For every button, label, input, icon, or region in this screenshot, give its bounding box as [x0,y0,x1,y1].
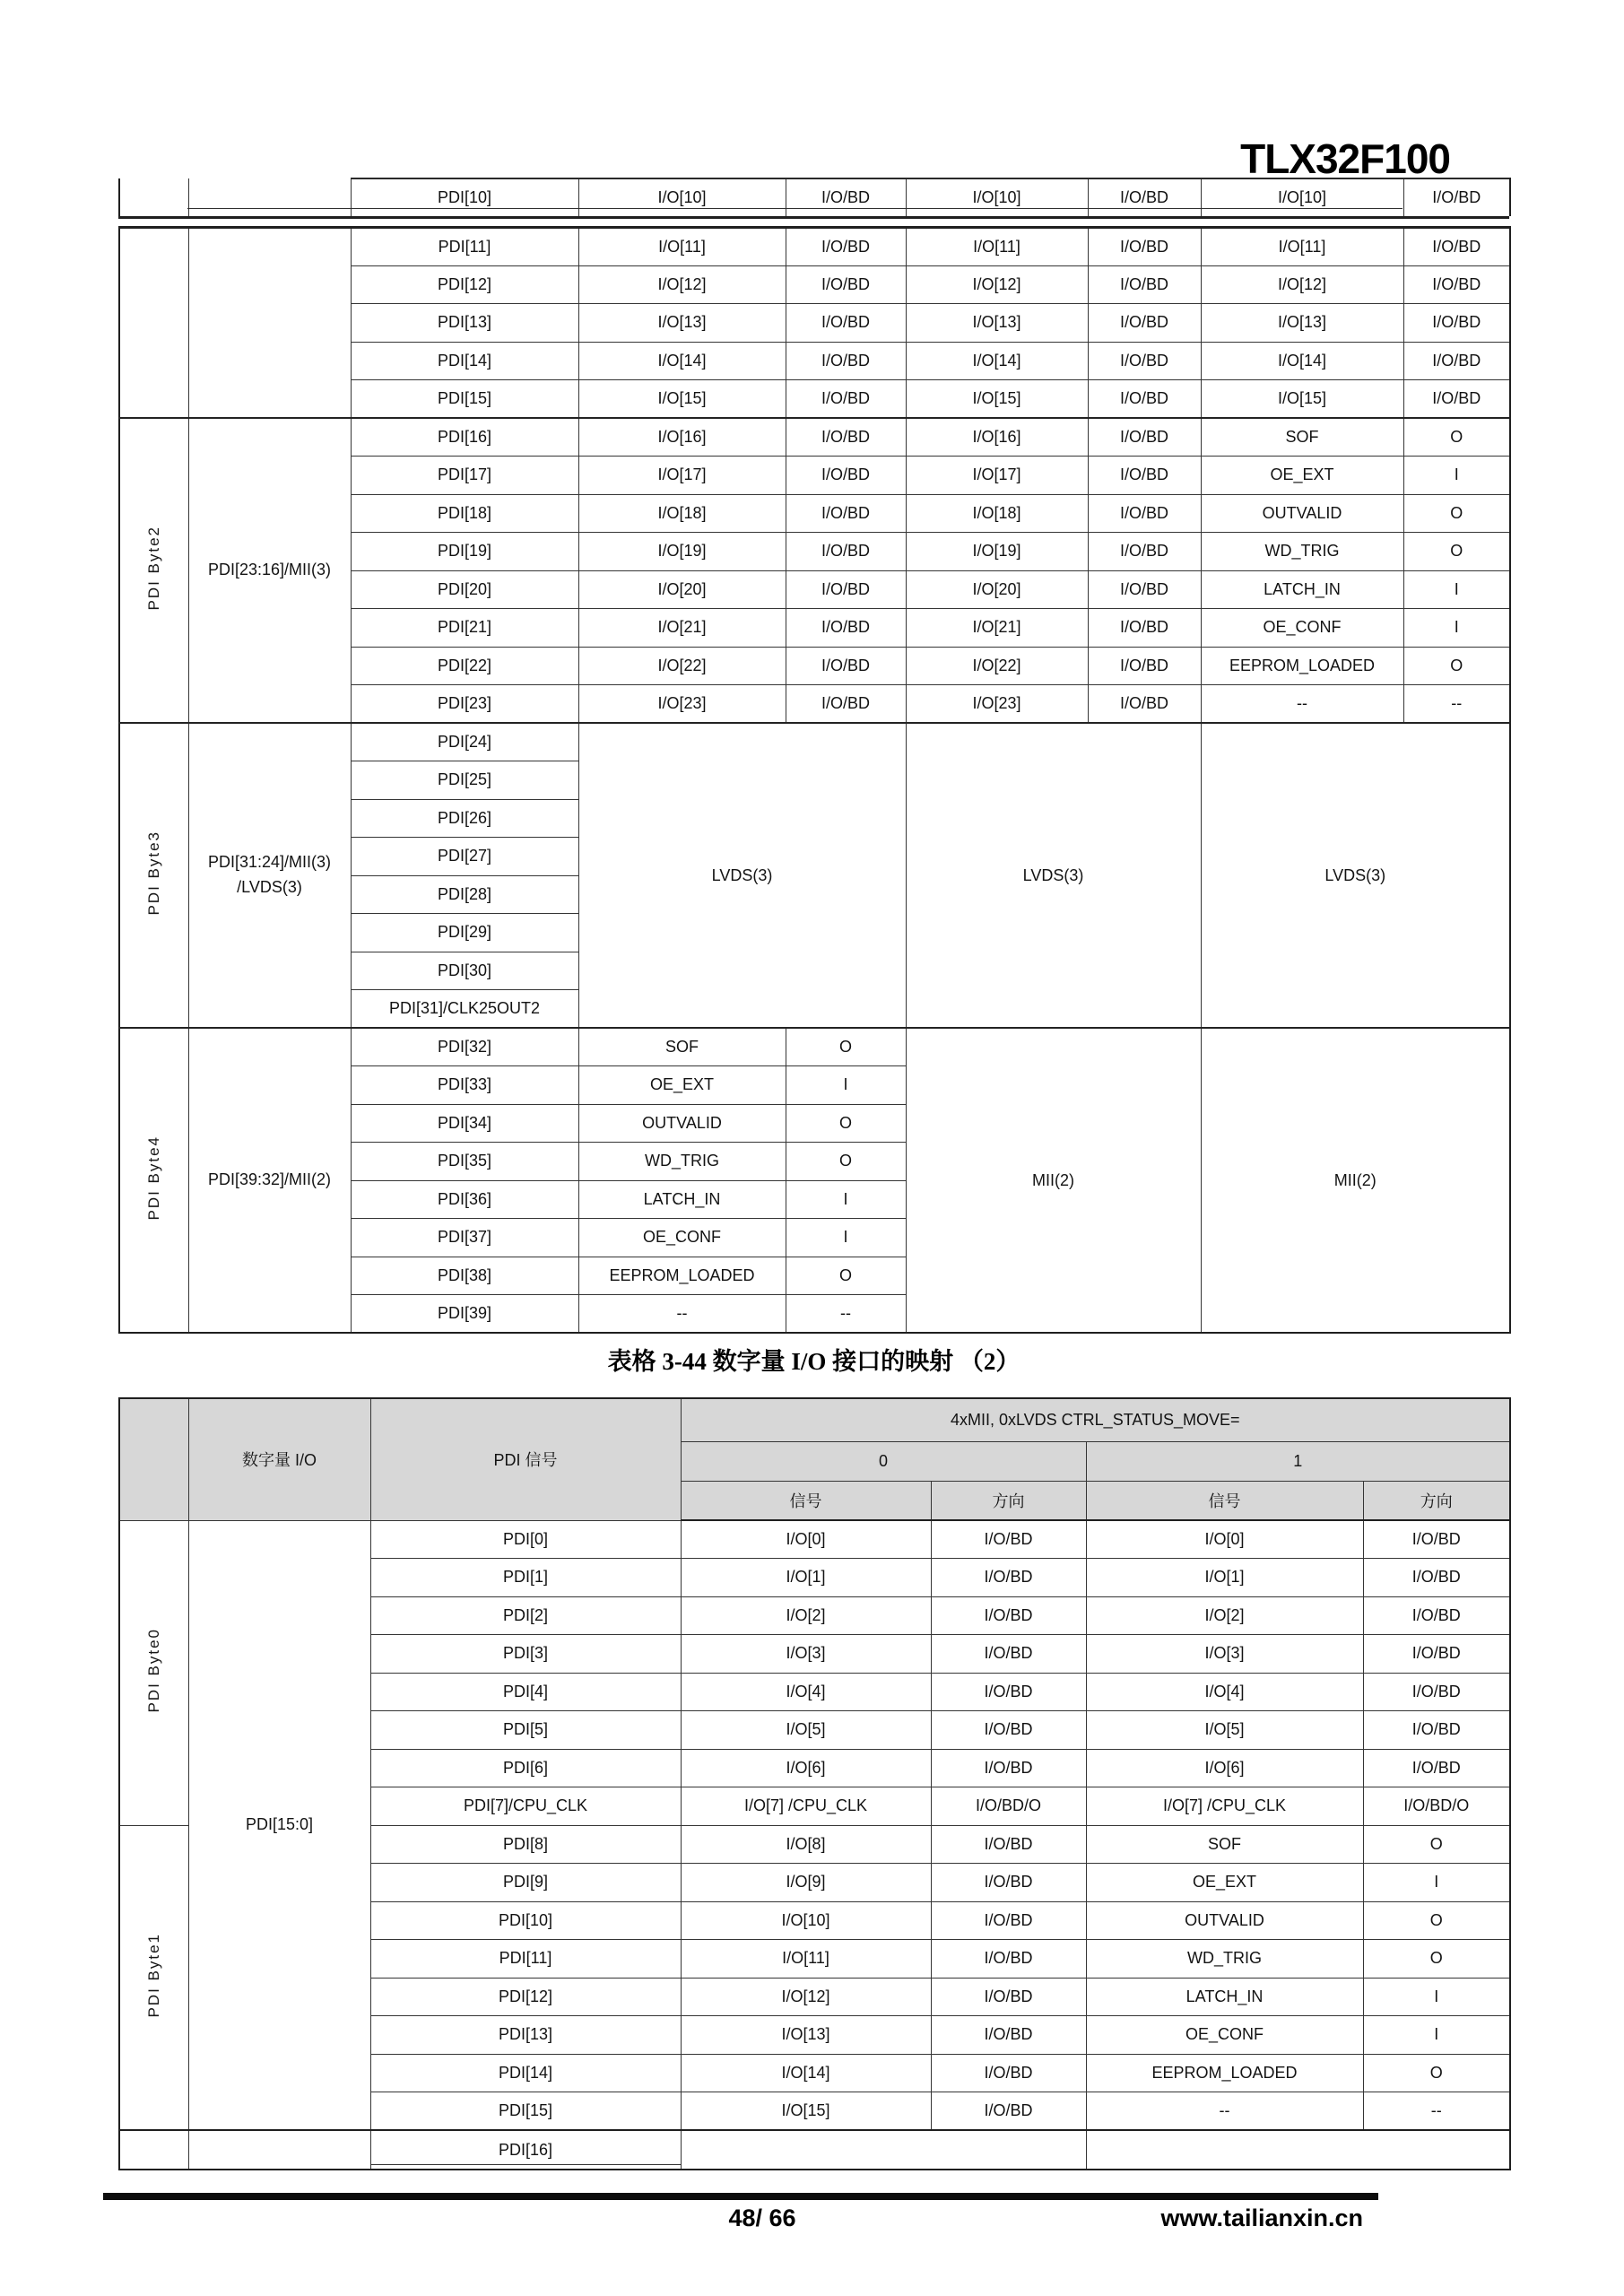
cell-direction: I/O/BD [786,342,906,380]
cell-signal: I/O[12] [578,265,786,304]
cell-signal: I/O[7] /CPU_CLK [1086,1787,1363,1826]
header-direction-0: 方向 [931,1481,1086,1520]
header-digital-io: 数字量 I/O [188,1398,370,1520]
cell-pdi: PDI[10] [370,1901,681,1940]
cell-signal: I/O[1] [1086,1559,1363,1597]
cell-pdi: PDI[33] [351,1066,578,1105]
cell-direction: I/O/BD [931,2092,1086,2131]
cell-signal: SOF [1086,1825,1363,1864]
cell-pdi: PDI[10] [351,178,578,216]
cell-direction: I/O/BD [1403,304,1510,343]
cell-signal: I/O[11] [906,228,1088,266]
cell-direction: I/O/BD [1363,1749,1510,1787]
upper-io-mapping-table [118,226,1511,1334]
header-signal-1: 信号 [1086,1481,1363,1520]
cell-direction: I/O/BD [931,1940,1086,1979]
cell-direction: I/O/BD [931,1596,1086,1635]
cell-pdi: PDI[35] [351,1143,578,1181]
cell-signal: I/O[12] [1201,265,1403,304]
cell-signal: I/O[21] [578,609,786,648]
cell-signal: WD_TRIG [578,1143,786,1181]
cell-direction: O [786,1143,906,1181]
cell-direction: I/O/BD [1088,533,1201,571]
cell-signal: I/O[5] [1086,1711,1363,1750]
cell-direction: I/O/BD [786,418,906,457]
cell-direction: O [1363,1825,1510,1864]
cell-signal: I/O[14] [906,342,1088,380]
cell-pdi: PDI[3] [370,1635,681,1674]
cell-direction: O [786,1104,906,1143]
cell-signal: I/O[6] [681,1749,931,1787]
pdi-group-label [188,228,351,419]
cell-direction: I/O/BD [1403,178,1510,216]
cell-direction: I/O/BD [1403,342,1510,380]
cell-direction: I/O/BD [931,1978,1086,2016]
cell-direction: I/O/BD [1088,570,1201,609]
cell-pdi: PDI[17] [351,457,578,495]
cell-direction: O [786,1028,906,1066]
cell-signal: I/O[2] [681,1596,931,1635]
cell-pdi: PDI[20] [351,570,578,609]
cell-direction: I/O/BD [931,1825,1086,1864]
cell-signal: I/O[13] [1201,304,1403,343]
cell-signal: I/O[15] [1201,380,1403,419]
cell-interface-mode: LVDS(3) [906,723,1201,1028]
cell-direction: I/O/BD [1088,380,1201,419]
byte-label-text: PDI Byte4 [144,1135,162,1221]
empty-cell [188,2130,370,2170]
cell-pdi: PDI[12] [351,265,578,304]
cell-direction: I/O/BD [1363,1559,1510,1597]
cell-direction: I/O/BD [1403,265,1510,304]
cell-direction: I/O/BD [786,570,906,609]
cell-interface-mode: MII(2) [1201,1028,1510,1333]
cell-pdi: PDI[22] [351,647,578,685]
header-direction-1: 方向 [1363,1481,1510,1520]
header-signal-0: 信号 [681,1481,931,1520]
cell-pdi: PDI[0] [370,1520,681,1559]
table-upper [118,226,1511,1334]
cell-pdi: PDI[4] [370,1673,681,1711]
cell-signal: I/O[7] /CPU_CLK [681,1787,931,1826]
cell-direction: -- [786,1295,906,1334]
cell-pdi: PDI[13] [351,304,578,343]
cell-direction: I/O/BD [931,1673,1086,1711]
cell-direction: I/O/BD [786,457,906,495]
cell-pdi: PDI[15] [351,380,578,419]
cell-direction: I/O/BD [1088,342,1201,380]
cell-signal: WD_TRIG [1086,1940,1363,1979]
cell-direction: I/O/BD [1088,494,1201,533]
byte-group-label [119,1520,188,1825]
cell-direction: I/O/BD [1088,609,1201,648]
cell-signal: I/O[19] [906,533,1088,571]
cell-signal: I/O[22] [906,647,1088,685]
cell-pdi: PDI[39] [351,1295,578,1334]
table-upper-fragment [118,178,1509,219]
cell-pdi: PDI[8] [370,1825,681,1864]
cell-signal: EEPROM_LOADED [1086,2054,1363,2092]
cell-pdi: PDI[15] [370,2092,681,2131]
cell-interface-mode: MII(2) [906,1028,1201,1333]
cell-direction: I [1403,457,1510,495]
byte-group-label [119,228,188,419]
cell-signal: I/O[12] [906,265,1088,304]
cell-signal: I/O[4] [681,1673,931,1711]
cell-signal: SOF [1201,418,1403,457]
empty-cell [188,178,351,216]
cell-direction: I/O/BD [786,685,906,724]
cell-pdi: PDI[11] [351,228,578,266]
cell-pdi: PDI[19] [351,533,578,571]
cell-signal: I/O[14] [578,342,786,380]
cell-signal: I/O[10] [906,178,1088,216]
cell-direction: I/O/BD [1403,228,1510,266]
cell-direction: I/O/BD [1088,265,1201,304]
cell-direction: I/O/BD [1363,1673,1510,1711]
cell-direction: O [1403,418,1510,457]
cell-pdi: PDI[11] [370,1940,681,1979]
byte-label-text: PDI Byte2 [144,526,162,611]
cell-signal: I/O[10] [578,178,786,216]
cell-pdi: PDI[13] [370,2016,681,2055]
cell-direction: I/O/BD [786,494,906,533]
cell-signal: I/O[16] [906,418,1088,457]
cell-signal: I/O[23] [578,685,786,724]
byte-group-label [119,418,188,723]
cell-pdi: PDI[12] [370,1978,681,2016]
cell-direction: O [1403,533,1510,571]
cell-direction: I/O/BD [1088,228,1201,266]
cell-direction: -- [1363,2092,1510,2131]
byte-group-label [119,1028,188,1333]
cell-signal: SOF [578,1028,786,1066]
cell-signal: I/O[6] [1086,1749,1363,1787]
cell-direction: O [1363,1940,1510,1979]
cell-direction: I/O/BD [1088,418,1201,457]
table-lower-header [119,1398,1510,1520]
cell-direction: I/O/BD [786,304,906,343]
cell-signal: -- [1201,685,1403,724]
cell-pdi: PDI[9] [370,1864,681,1902]
cell-pdi: PDI[18] [351,494,578,533]
cell-signal: I/O[14] [681,2054,931,2092]
pdi-range-label: PDI[15:0] [188,1520,370,2130]
cell-signal: I/O[18] [578,494,786,533]
header-pdi-signal: PDI 信号 [370,1398,681,1520]
cell-pdi: PDI[34] [351,1104,578,1143]
cell-direction: I [786,1180,906,1219]
cell-direction: I/O/BD [931,2016,1086,2055]
cell-pdi: PDI[21] [351,609,578,648]
cell-pdi: PDI[16] [351,418,578,457]
cell-signal: I/O[15] [578,380,786,419]
cell-direction: I/O/BD [931,1711,1086,1750]
cell-pdi [370,2130,681,2170]
cell-pdi: PDI[32] [351,1028,578,1066]
cell-direction: I/O/BD [786,609,906,648]
cell-direction: I/O/BD [931,1520,1086,1559]
empty-cell [681,2130,1086,2170]
cell-direction: I [1403,570,1510,609]
cell-direction: I/O/BD [786,380,906,419]
cell-interface-mode: LVDS(3) [1201,723,1510,1028]
byte-group-label [119,723,188,1028]
cell-direction: I/O/BD [931,1749,1086,1787]
byte-group-label [119,1825,188,2130]
cell-signal: I/O[3] [1086,1635,1363,1674]
cell-direction: I [1403,609,1510,648]
cell-pdi: PDI[30] [351,952,578,990]
cell-direction: I/O/BD [931,1901,1086,1940]
cell-signal: LATCH_IN [578,1180,786,1219]
lower-io-mapping-table [118,1397,1511,2170]
cell-direction: I [1363,2016,1510,2055]
pdi-group-label: PDI[39:32]/MII(2) [188,1028,351,1333]
cell-signal: OUTVALID [1086,1901,1363,1940]
cell-pdi: PDI[25] [351,761,578,800]
empty-cell [119,2130,188,2170]
cell-direction: O [1403,494,1510,533]
cell-signal: I/O[22] [578,647,786,685]
cell-direction: I/O/BD [786,647,906,685]
cell-signal: I/O[0] [1086,1520,1363,1559]
cell-direction: I [1363,1864,1510,1902]
cell-direction: I/O/BD [1363,1520,1510,1559]
cell-direction: I/O/BD [931,1635,1086,1674]
cell-direction: I/O/BD [931,2054,1086,2092]
cell-pdi: PDI[14] [351,342,578,380]
cell-interface-mode: LVDS(3) [578,723,906,1028]
cell-direction: I/O/BD [1403,380,1510,419]
cell-signal: I/O[0] [681,1520,931,1559]
cell-signal: OE_CONF [578,1219,786,1257]
cell-direction: I/O/BD [1088,178,1201,216]
cell-pdi: PDI[6] [370,1749,681,1787]
cell-pdi: PDI[24] [351,723,578,761]
cell-signal: I/O[19] [578,533,786,571]
cell-direction: I [786,1066,906,1105]
header-value-0: 0 [681,1441,1086,1481]
cell-signal: I/O[9] [681,1864,931,1902]
cell-signal: I/O[20] [578,570,786,609]
cell-signal: OE_EXT [1086,1864,1363,1902]
cell-pdi: PDI[37] [351,1219,578,1257]
footer-rule [103,2193,1378,2200]
cell-signal: I/O[10] [681,1901,931,1940]
cell-signal: EEPROM_LOADED [578,1257,786,1295]
cell-direction: O [786,1257,906,1295]
cell-signal: OE_EXT [578,1066,786,1105]
cell-direction: I/O/BD [1363,1711,1510,1750]
cell-direction: I/O/BD/O [931,1787,1086,1826]
table-lower [118,1397,1514,2170]
cell-direction: I/O/BD/O [1363,1787,1510,1826]
cell-signal: I/O[5] [681,1711,931,1750]
pdi-group-label: PDI[23:16]/MII(3) [188,418,351,723]
cell-signal: I/O[16] [578,418,786,457]
cell-signal: I/O[11] [1201,228,1403,266]
cell-signal: LATCH_IN [1201,570,1403,609]
cell-direction: I/O/BD [786,265,906,304]
cell-pdi: PDI[2] [370,1596,681,1635]
byte-label-text: PDI Byte0 [144,1628,162,1713]
cell-signal: I/O[17] [906,457,1088,495]
table-caption: 表格 3-44 数字量 I/O 接口的映射 （2） [607,1348,1020,1375]
cell-pdi: PDI[14] [370,2054,681,2092]
cell-pdi: PDI[36] [351,1180,578,1219]
cell-signal: -- [578,1295,786,1334]
fragment-table [118,178,1511,216]
cell-signal: OE_EXT [1201,457,1403,495]
cell-signal: OUTVALID [1201,494,1403,533]
byte-label-text: PDI Byte3 [144,831,162,916]
cell-signal: I/O[21] [906,609,1088,648]
cell-pdi: PDI[26] [351,799,578,838]
header-corner-cell [119,1398,188,1520]
cell-direction: I/O/BD [931,1559,1086,1597]
cell-direction: I/O/BD [1088,685,1201,724]
cell-signal: I/O[2] [1086,1596,1363,1635]
cell-direction: -- [1403,685,1510,724]
cell-signal: I/O[1] [681,1559,931,1597]
page-number: 48/ 66 [728,2205,796,2231]
cell-direction: I/O/BD [1363,1635,1510,1674]
website-url: www.tailianxin.cn [1160,2205,1363,2231]
header-value-1: 1 [1086,1441,1510,1481]
cell-signal: I/O[11] [681,1940,931,1979]
cell-pdi: PDI[27] [351,838,578,876]
cell-direction: O [1403,647,1510,685]
page-title: TLX32F100 [1240,135,1450,182]
cell-signal: I/O[15] [681,2092,931,2131]
cell-signal: OUTVALID [578,1104,786,1143]
cell-pdi: PDI[1] [370,1559,681,1597]
cell-signal: I/O[23] [906,685,1088,724]
cell-direction: I/O/BD [1363,1596,1510,1635]
cell-signal: LATCH_IN [1086,1978,1363,2016]
cell-signal: I/O[8] [681,1825,931,1864]
cell-signal: I/O[11] [578,228,786,266]
cell-pdi: PDI[28] [351,875,578,914]
pdi-group-label: PDI[31:24]/MII(3) /LVDS(3) [188,723,351,1028]
cell-signal: I/O[15] [906,380,1088,419]
cell-direction: I/O/BD [786,178,906,216]
cell-signal: I/O[10] [1201,178,1403,216]
cell-direction: I [786,1219,906,1257]
cell-pdi: PDI[23] [351,685,578,724]
cell-signal: EEPROM_LOADED [1201,647,1403,685]
empty-cell [119,178,188,216]
cell-direction: I/O/BD [1088,304,1201,343]
cell-direction: I/O/BD [786,228,906,266]
cell-signal: I/O[14] [1201,342,1403,380]
cell-signal: I/O[3] [681,1635,931,1674]
empty-cell [1086,2130,1510,2170]
cell-pdi: PDI[5] [370,1711,681,1750]
cell-signal: -- [1086,2092,1363,2131]
pagebreak-underline [187,208,1403,209]
cell-pdi: PDI[31]/CLK25OUT2 [351,990,578,1029]
cell-direction: O [1363,1901,1510,1940]
cell-signal: I/O[4] [1086,1673,1363,1711]
header-ctrl-status-move: 4xMII, 0xLVDS CTRL_STATUS_MOVE= [681,1398,1510,1441]
cell-direction: I/O/BD [1088,457,1201,495]
cell-direction: I/O/BD [931,1864,1086,1902]
cell-signal: OE_CONF [1201,609,1403,648]
cell-signal: I/O[17] [578,457,786,495]
cell-direction: I/O/BD [1088,647,1201,685]
byte-label-text: PDI Byte1 [144,1932,162,2018]
cell-pdi-text: PDI[16] [371,2135,681,2165]
cell-signal: I/O[20] [906,570,1088,609]
cell-signal: I/O[18] [906,494,1088,533]
cell-signal: OE_CONF [1086,2016,1363,2055]
cell-signal: I/O[13] [681,2016,931,2055]
cell-pdi: PDI[29] [351,914,578,952]
cell-signal: I/O[13] [906,304,1088,343]
cell-pdi: PDI[38] [351,1257,578,1295]
cell-signal: I/O[12] [681,1978,931,2016]
cell-signal: WD_TRIG [1201,533,1403,571]
cell-direction: O [1363,2054,1510,2092]
cell-signal: I/O[13] [578,304,786,343]
cell-direction: I [1363,1978,1510,2016]
cell-pdi: PDI[7]/CPU_CLK [370,1787,681,1826]
cell-direction: I/O/BD [786,533,906,571]
